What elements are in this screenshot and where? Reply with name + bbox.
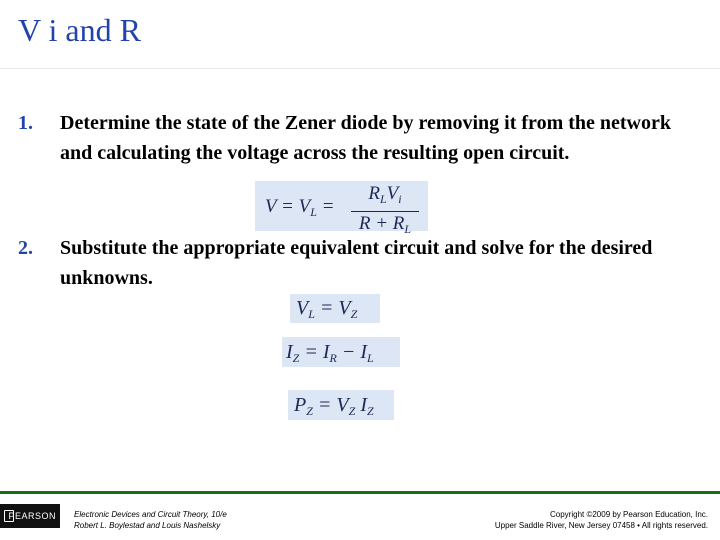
zener-current-equation: $I_Z = I_R - I_L$: [282, 337, 400, 367]
voltage-divider-equation: [255, 181, 428, 236]
title-divider: [0, 68, 720, 69]
load-voltage-equation: $V_L = V_Z$: [290, 294, 380, 323]
list-text: Determine the state of the Zener diode by removing it from the network and calculating the voltage across the resulting open circuit.: [60, 112, 671, 164]
fraction-bar: [351, 211, 419, 212]
copyright-notice: [495, 509, 708, 531]
rights-line: Upper Saddle River, New Jersey 07458 • All rights reserved.: [494, 521, 708, 530]
fraction-denominator: $R + R_L$: [358, 213, 412, 236]
book-authors: Robert L. Boylestad and Louis Nashelsky: [74, 521, 221, 530]
fraction-numerator: $R_LV_i$: [368, 183, 402, 206]
zener-power-equation: $P_Z = V_Z$ $I_Z$: [288, 390, 394, 420]
footer-divider: [0, 491, 720, 494]
book-citation: [74, 509, 227, 531]
list-number: 2.: [18, 237, 33, 259]
list-item-1: [18, 108, 708, 168]
list-item-2: [18, 233, 708, 293]
equation-fraction: [351, 183, 419, 240]
book-title: Electronic Devices and Circuit Theory, 10/e: [74, 510, 227, 519]
copyright-line: Copyright ©2009 by Pearson Education, Inc.: [550, 510, 708, 519]
equation-lhs: $V = V_L$ =: [265, 196, 335, 219]
pearson-mark-icon: [4, 510, 14, 522]
list-text: Substitute the appropriate equivalent circuit and solve for the desired unknowns.: [60, 237, 653, 289]
list-number: 1.: [18, 112, 33, 134]
pearson-logo: PEARSON: [0, 504, 60, 528]
slide-title: V i and R: [18, 12, 141, 48]
